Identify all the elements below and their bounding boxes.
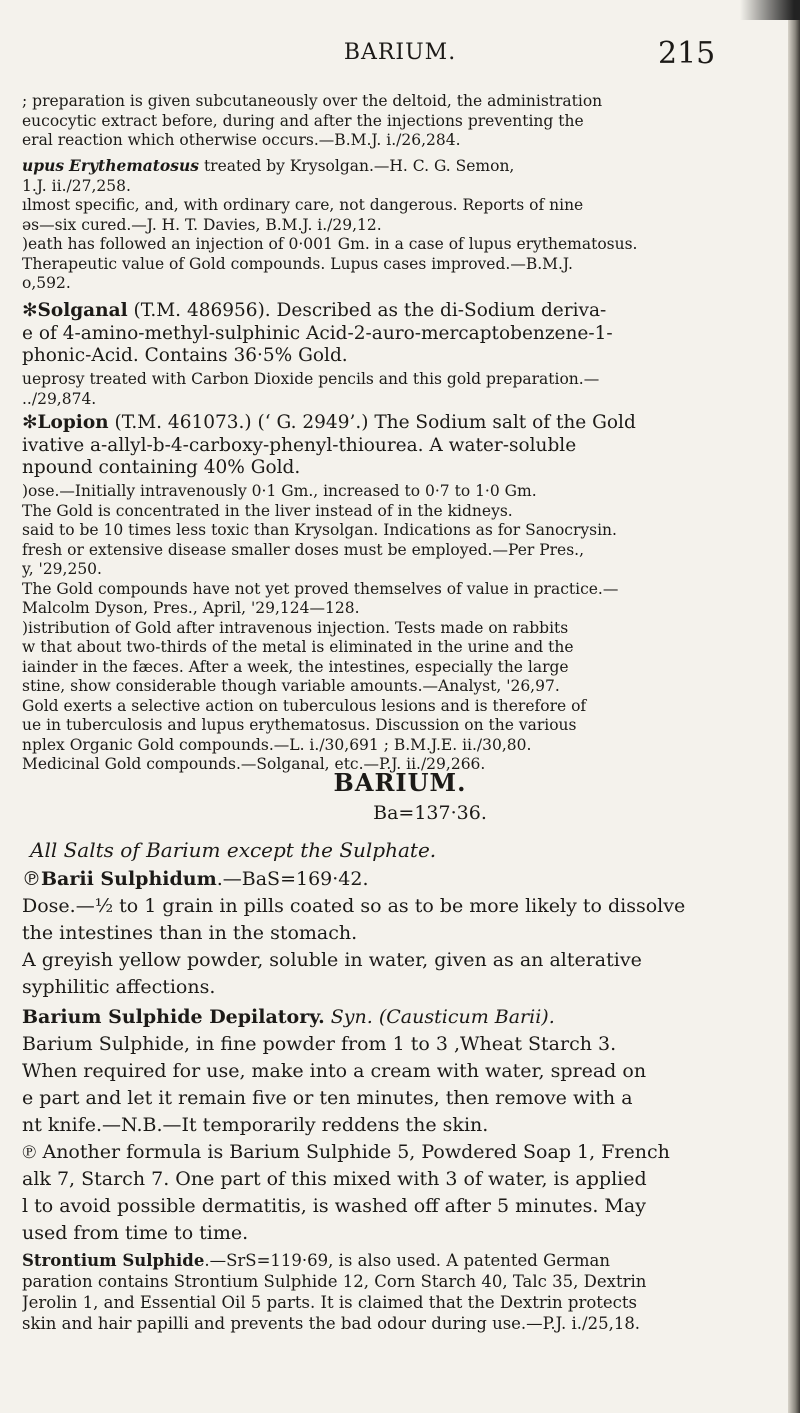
text-line: y, '29,250. [22, 560, 102, 578]
text-line: The Gold compounds have not yet proved themselves of value in practice.— [22, 579, 619, 598]
asterisk-mark-icon: ✻ [22, 300, 38, 321]
entry-barium-sulphide-depilatory [22, 1004, 784, 1247]
text-line: nplex Organic Gold compounds.—L. i./30,691 ; B.M.J.E. ii./30,80. [22, 735, 532, 754]
heading-bold: Lopion [37, 412, 109, 433]
text-line: Barium Sulphide, in fine powder from 1 to 3 ,Wheat Starch 3. [22, 1033, 617, 1055]
text-line: eucocytic extract before, during and after the injections preventing the [22, 111, 584, 130]
text-line: əs—six cured.—J. H. T. Davies, B.M.J. i./29,12. [22, 215, 382, 234]
entry-heading [22, 866, 784, 893]
heading-rest: Syn. (Causticum Barii). [324, 1006, 555, 1028]
text-line: iainder in the fæces. After a week, the intestines, especially the large [22, 657, 569, 676]
entry-heading [22, 300, 784, 323]
text-line: Gold exerts a selective action on tuberculous lesions and is therefore of [22, 696, 587, 715]
text-line: (T.M. 486956). Described as the di-Sodium deriva- [127, 300, 607, 321]
text-line: syphilitic affections. [22, 976, 216, 998]
page-corner-shadow [740, 0, 800, 20]
text-line: stine, show considerable though variable amounts.—Analyst, '26,97. [22, 677, 560, 695]
section-subtitle: All Salts of Barium except the Sulphate. [30, 838, 437, 862]
entry-heading [22, 412, 784, 435]
text-line: the intestines than in the stomach. [22, 922, 358, 944]
entry-lopion [22, 412, 784, 480]
text-line: ../29,874. [22, 389, 97, 408]
text-line: o,592. [22, 274, 71, 292]
text-line: )istribution of Gold after intravenous injection. Tests made on rabbits [22, 618, 569, 637]
text-line: When required for use, make into a cream with water, spread on [22, 1060, 647, 1082]
entry-heading [22, 156, 784, 177]
heading-rest: .—BaS=169·42. [216, 868, 369, 890]
text-line: paration contains Strontium Sulphide 12, Corn Starch 40, Talc 35, Dextrin [22, 1272, 647, 1291]
page-number: 215 [658, 36, 716, 71]
text-line: )eath has followed an injection of 0·001 Gm. in a case of lupus erythematosus. [22, 235, 638, 253]
entry-heading [22, 1004, 784, 1031]
heading-bold: Strontium Sulphide [22, 1251, 205, 1270]
text-line: A greyish yellow powder, soluble in water, given as an alterative [22, 949, 642, 971]
paragraph-preparation [22, 92, 784, 151]
heading-rest: .—SrS=119·69, is also used. A patented German [204, 1251, 611, 1270]
heading-italic: Erythematosus [69, 156, 199, 175]
running-header: BARIUM. [343, 40, 457, 65]
text-line: ue in tuberculosis and lupus erythematosus. Discussion on the various [22, 716, 577, 734]
text-line: e part and let it remain five or ten minutes, then remove with a [22, 1087, 633, 1109]
p-circle-icon: ℗ [22, 868, 41, 890]
text-line: )ose.—Initially intravenously 0·1 Gm., increased to 0·7 to 1·0 Gm. [22, 482, 537, 500]
barium-formula: Ba=137·36. [373, 802, 487, 824]
text-line: skin and hair papilli and prevents the bad odour during use.—P.J. i./25,18. [22, 1314, 641, 1333]
text-line: Dose.—½ to 1 grain in pills coated so as to be more likely to dissolve [22, 895, 686, 917]
text-line: used from time to time. [22, 1222, 249, 1244]
entry-solganal [22, 300, 784, 368]
entry-lopion-notes [22, 482, 784, 775]
heading-bold: Solganal [37, 300, 128, 321]
text-line: npound containing 40% Gold. [22, 457, 301, 478]
text-line: ueprosy treated with Carbon Dioxide pencils and this gold preparation.— [22, 370, 600, 388]
text-line: w that about two-thirds of the metal is eliminated in the urine and the [22, 638, 574, 656]
text-line: ℗ Another formula is Barium Sulphide 5, Powdered Soap 1, French [22, 1141, 670, 1163]
asterisk-mark-icon: ✻ [22, 412, 38, 433]
text-line: ılmost specific, and, with ordinary care, not dangerous. Reports of nine [22, 196, 584, 214]
text-line: said to be 10 times less toxic than Krysolgan. Indications as for Sanocrysin. [22, 521, 617, 539]
page-edge-shadow [788, 0, 800, 1413]
text-line: phonic-Acid. Contains 36·5% Gold. [22, 345, 348, 366]
entry-barii-sulphidum [22, 866, 784, 1001]
heading-bold: Barii Sulphidum [41, 868, 217, 890]
text-line: fresh or extensive disease smaller doses must be employed.—Per Pres., [22, 540, 585, 559]
heading-bold: Barium Sulphide Depilatory. [22, 1006, 325, 1028]
text-line: l to avoid possible dermatitis, is washed off after 5 minutes. May [22, 1195, 646, 1217]
text-line: eral reaction which otherwise occurs.—B.M.J. i./26,284. [22, 131, 461, 149]
text-line: 1.J. ii./27,258. [22, 176, 131, 195]
heading-prefix: upus [22, 156, 65, 175]
entry-solganal-notes [22, 370, 784, 409]
entry-strontium-sulphide [22, 1250, 784, 1334]
text-line: Malcolm Dyson, Pres., April, '29,124—128. [22, 599, 360, 617]
heading-rest: treated by Krysolgan.—H. C. G. Semon, [203, 157, 515, 175]
entry-lupus-erythematosus [22, 156, 784, 294]
text-line: Medicinal Gold compounds.—Solganal, etc.—P.J. ii./29,266. [22, 755, 486, 773]
text-line: The Gold is concentrated in the liver instead of in the kidneys. [22, 501, 513, 520]
entry-heading [22, 1250, 784, 1271]
text-line: e of 4-amino-methyl-sulphinic Acid-2-auro-mercaptobenzene-1- [22, 322, 613, 344]
text-line: Jerolin 1, and Essential Oil 5 parts. It is claimed that the Dextrin protects [22, 1293, 638, 1312]
text-line: (T.M. 461073.) (‘ G. 2949’.) The Sodium salt of the Gold [108, 412, 636, 433]
text-line: alk 7, Starch 7. One part of this mixed with 3 of water, is applied [22, 1168, 647, 1190]
text-line: Therapeutic value of Gold compounds. Lupus cases improved.—B.M.J. [22, 254, 573, 273]
section-title-barium: BARIUM. [333, 768, 467, 797]
text-line: ivative a-allyl-b-4-carboxy-phenyl-thiourea. A water-soluble [22, 434, 577, 456]
text-line: ; preparation is given subcutaneously over the deltoid, the administration [22, 92, 603, 110]
text-line: nt knife.—N.B.—It temporarily reddens the skin. [22, 1114, 489, 1136]
